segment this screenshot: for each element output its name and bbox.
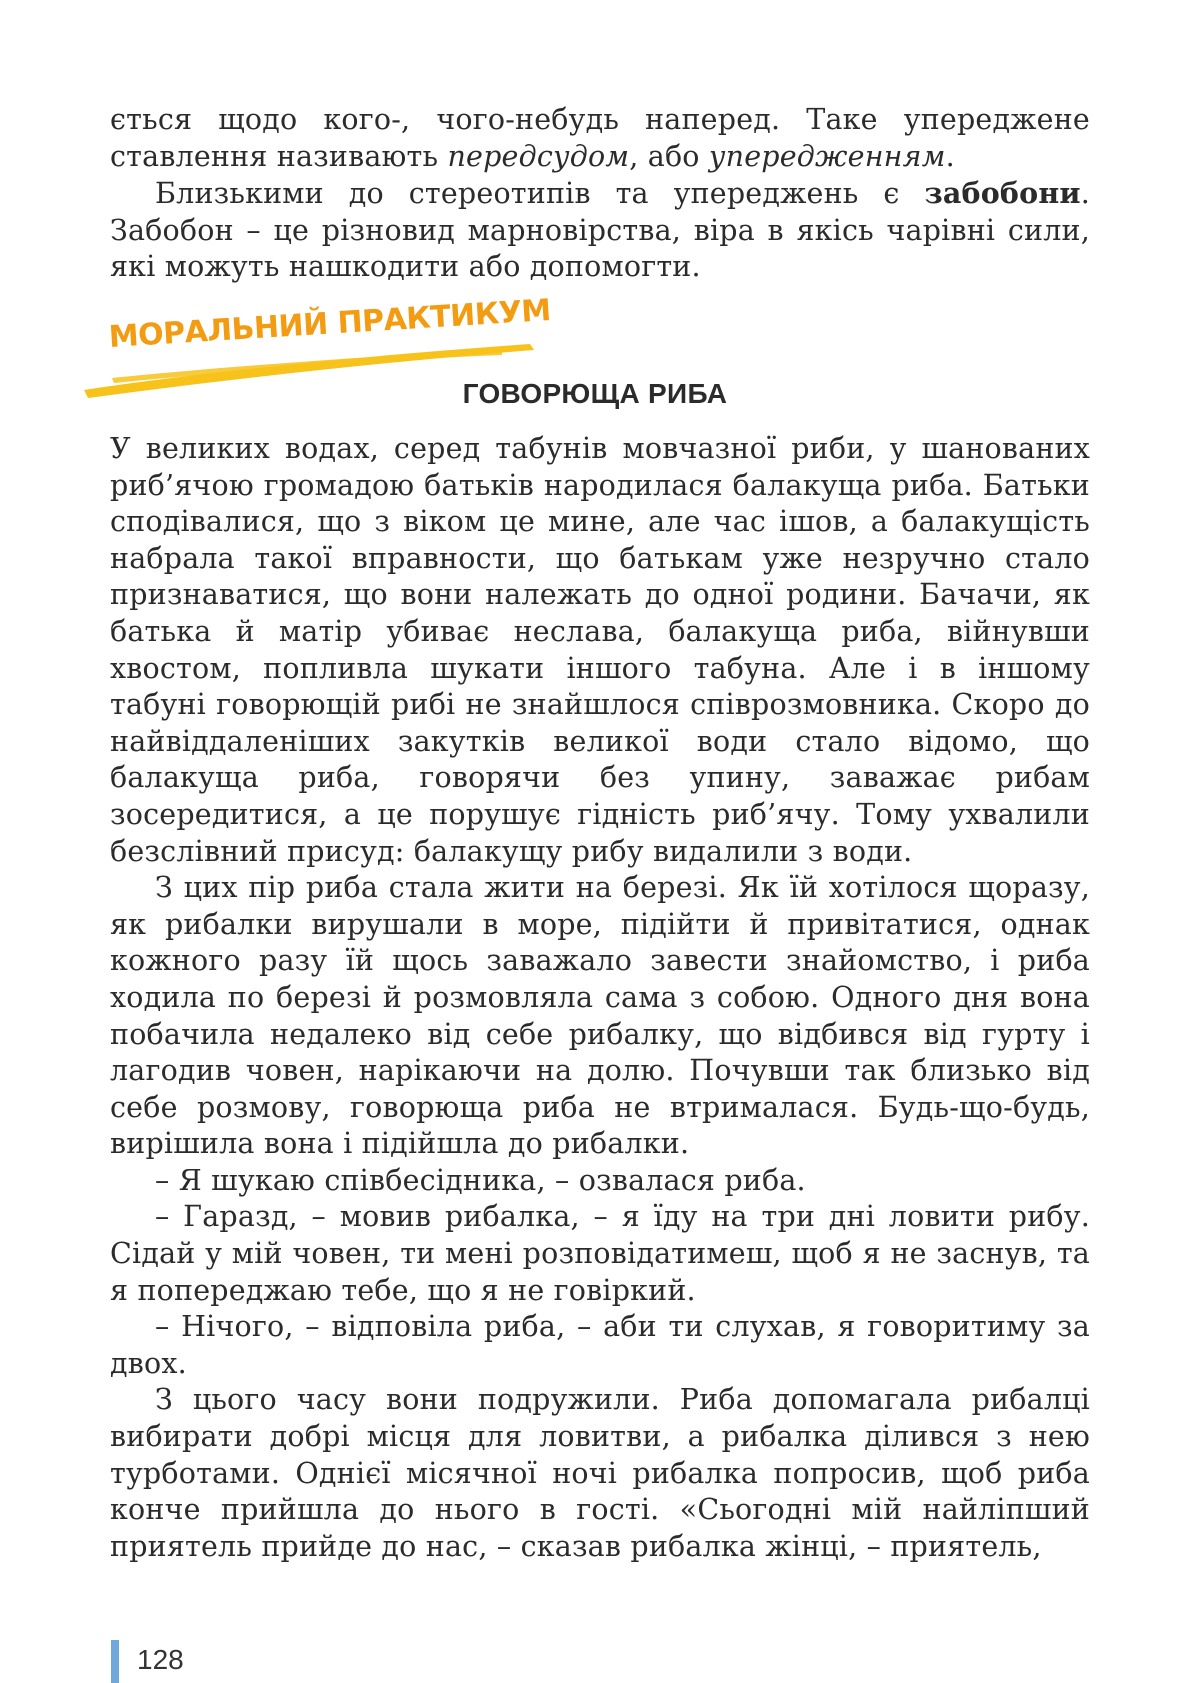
intro-p2-text-a: Близькими до стереотипів та упереджень є bbox=[155, 177, 925, 211]
story-text bbox=[110, 431, 1090, 1565]
page-number-bar bbox=[111, 1640, 119, 1683]
dialogue-line-3: – Нічого, – відповіла риба, – аби ти слухав, я говоритиму за двох. bbox=[110, 1310, 1090, 1380]
intro-p2-text-b: . Забобон – це різновид марновірства, віра в якісь чарівні сили, які можуть нашкодити або допомогти. bbox=[110, 177, 1090, 284]
story-title: ГОВОРЮЩА РИБА bbox=[462, 378, 728, 409]
section-label: МОРАЛЬНИЙ ПРАКТИКУМ bbox=[107, 293, 552, 355]
intro-p1-text-a: ється щодо кого-, чого-небудь наперед. Таке упереджене ставлення називають bbox=[110, 103, 1090, 173]
term-peredsud: передсудом bbox=[447, 139, 630, 173]
intro-paragraph-2 bbox=[110, 175, 1090, 286]
intro-text bbox=[110, 102, 1090, 286]
story-paragraph-3: З цього часу вони подружили. Риба допомагала рибалці вибирати добрі місця для ловитви, а рибалка ділився з нею турботами. Однієї місячної ночі рибалка попросив, щоб риба конче прийшла до нього в гості. «Сьогодні мій найліпший приятель прийде до нас, – сказав рибалка жінці, – приятель, bbox=[110, 1383, 1090, 1563]
intro-p1-text-b: , або bbox=[629, 139, 709, 173]
intro-paragraph-1 bbox=[110, 102, 1090, 175]
dialogue-line-2: – Гаразд, – мовив рибалка, – я їду на три дні ловити рибу. Сідай у мій човен, ти мені розповідатимеш, щоб я не заснув, та я попереджаю тебе, що я не говіркий. bbox=[110, 1200, 1090, 1307]
story-paragraph-2: З цих пір риба стала жити на березі. Як їй хотілося щоразу, як рибалки вирушали в море, підійти й привітатися, однак кожного разу їй щось заважало завести знайомство, і риба ходила по березі й розмовляла сама з собою. Одного дня вона побачила недалеко від себе рибалку, що відбився від гурту і лагодив човен, нарікаючи на долю. Почувши так близько від себе розмову, говорюща риба не втрималася. Будь-що-будь, вирішила вона і підійшла до рибалки. bbox=[110, 871, 1090, 1161]
page-number: 128 bbox=[137, 1644, 184, 1675]
dialogue-line-1: – Я шукаю співбесідника, – озвалася риба. bbox=[155, 1163, 806, 1197]
story-paragraph-1: У великих водах, серед табунів мовчазної риби, у шанованих риб’ячою громадою батьків народилася балакуща риба. Батьки сподівалися, що з віком це мине, але час ішов, а балакущість набрала такої вправности, що батькам уже незручно стало признаватися, що вони належать до одної родини. Бачачи, як батька й матір убиває неслава, балакуща риба, війнувши хвостом, попливла шукати іншого табуна. Але і в іншому табуні говорющій рибі не знайшлося співрозмовника. Скоро до найвіддаленіших закутків великої води стало відомо, що балакуща риба, говорячи без упину, заважає рибам зосередитися, а це порушує гідність риб’ячу. Тому ухвалили безслівний присуд: балакущу рибу видалили з води. bbox=[110, 432, 1090, 868]
term-zabobony: забобони bbox=[924, 176, 1081, 211]
intro-p1-text-c: . bbox=[945, 139, 955, 173]
term-uperedzhennia: упередженням bbox=[708, 139, 946, 173]
